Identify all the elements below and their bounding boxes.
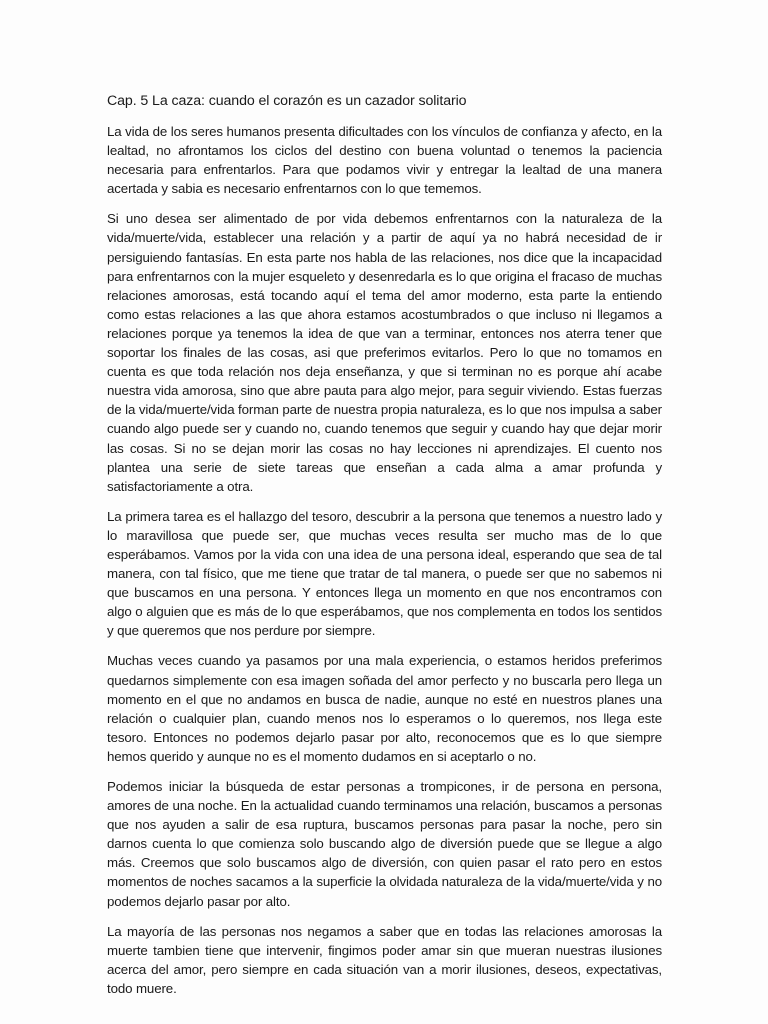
chapter-title: Cap. 5 La caza: cuando el corazón es un cazador solitario [107,93,467,109]
paragraph-1: La vida de los seres humanos presenta dificultades con los vínculos de confianza y afecto, en la lealtad, no afrontamos los ciclos del destino con buena voluntad o tenemos la paciencia necesaria para enfrentarlos. Para que podamos vivir y entregar la lealtad de una manera acertada y sabia es necesario enfrentarnos con lo que tememos. [107,124,662,197]
paragraph-6: La mayoría de las personas nos negamos a saber que en todas las relaciones amorosas la muerte tambien tiene que intervenir, fingimos poder amar sin que mueran nuestras ilusiones acerca del amor, pero siempre en cada situación van a morir ilusiones, deseos, expectativas, todo muere. [107,923,662,996]
paragraph-5: Podemos iniciar la búsqueda de estar personas a trompicones, ir de persona en persona, amores de una noche. En la actualidad cuando terminamos una relación, buscamos a personas que nos ayuden a salir de esa ruptura, buscamos personas para pasar la noche, pero sin darnos cuenta lo que comienza solo buscando algo de diversión puede que se llegue a algo más. Creemos que solo buscamos algo de diversión, con quien pasar el rato pero en estos momentos de noches sacamos a la superficie la olvidada naturaleza de la vida/muerte/vida y no podemos dejarlo pasar por alto. [107,779,662,909]
paragraph-4: Muchas veces cuando ya pasamos por una mala experiencia, o estamos heridos preferimos quedarnos simplemente con esa imagen soñada del amor perfecto y no buscarla pero llega un momento en el que no andamos en busca de nadie, aunque no esté en nuestros planes una relación o cualquier plan, cuando menos nos lo esperamos o lo queremos, nos llega este tesoro. Entonces no podemos dejarlo pasar por alto, reconocemos que es lo que siempre hemos querido y aunque no es el momento dudamos en si aceptarlo o no. [107,653,662,764]
paragraph-3: La primera tarea es el hallazgo del tesoro, descubrir a la persona que tenemos a nuestro lado y lo maravillosa que puede ser, que muchas veces resulta ser mucho mas de lo que esperábamos. Vamos por la vida con una idea de una persona ideal, esperando que sea de tal manera, con tal físico, que me tiene que tratar de tal manera, o puede ser que no sabemos ni que buscamos en una persona. Y entonces llega un momento en que nos encontramos con algo o alguien que es más de lo que esperábamos, que nos complementa en todos los sentidos y que queremos que nos perdure por siempre. [107,508,662,639]
paragraph-2: Si uno desea ser alimentado de por vida debemos enfrentarnos con la naturaleza de la vida/muerte/vida, establecer una relación y a partir de aquí ya no habrá necesidad de ir persiguiendo fantasías. En esta parte nos habla de las relaciones, nos dice que la incapacidad para enfrentarnos con la mujer esqueleto y desenredarla es lo que origina el fracaso de muchas relaciones amorosas, está tocando aquí el tema del amor moderno, esta parte la entiendo como estas relaciones a las que ahora estamos acostumbrados o que incluso ni llegamos a relaciones porque ya tenemos la idea de que van a terminar, entonces nos aterra tener que soportar los finales de las cosas, asi que preferimos evitarlos. Pero lo que no tomamos en cuenta es que toda relación nos deja enseñanza, y que si terminan no es porque ahí acabe nuestra vida amorosa, sino que abre pauta para algo mejor, para seguir viviendo. Estas fuerzas de la vida/muerte/vida forman parte de nuestra propia naturaleza, es lo que nos impulsa a saber cuando algo puede ser y cuando no, cuando tenemos que seguir y cuando hay que dejar morir las cosas. Si no se dejan morir las cosas no hay lecciones ni aprendizajes. El cuento nos plantea una serie de siete tareas que enseñan a cada alma a amar profunda y satisfactoriamente a otra. [107,211,662,494]
